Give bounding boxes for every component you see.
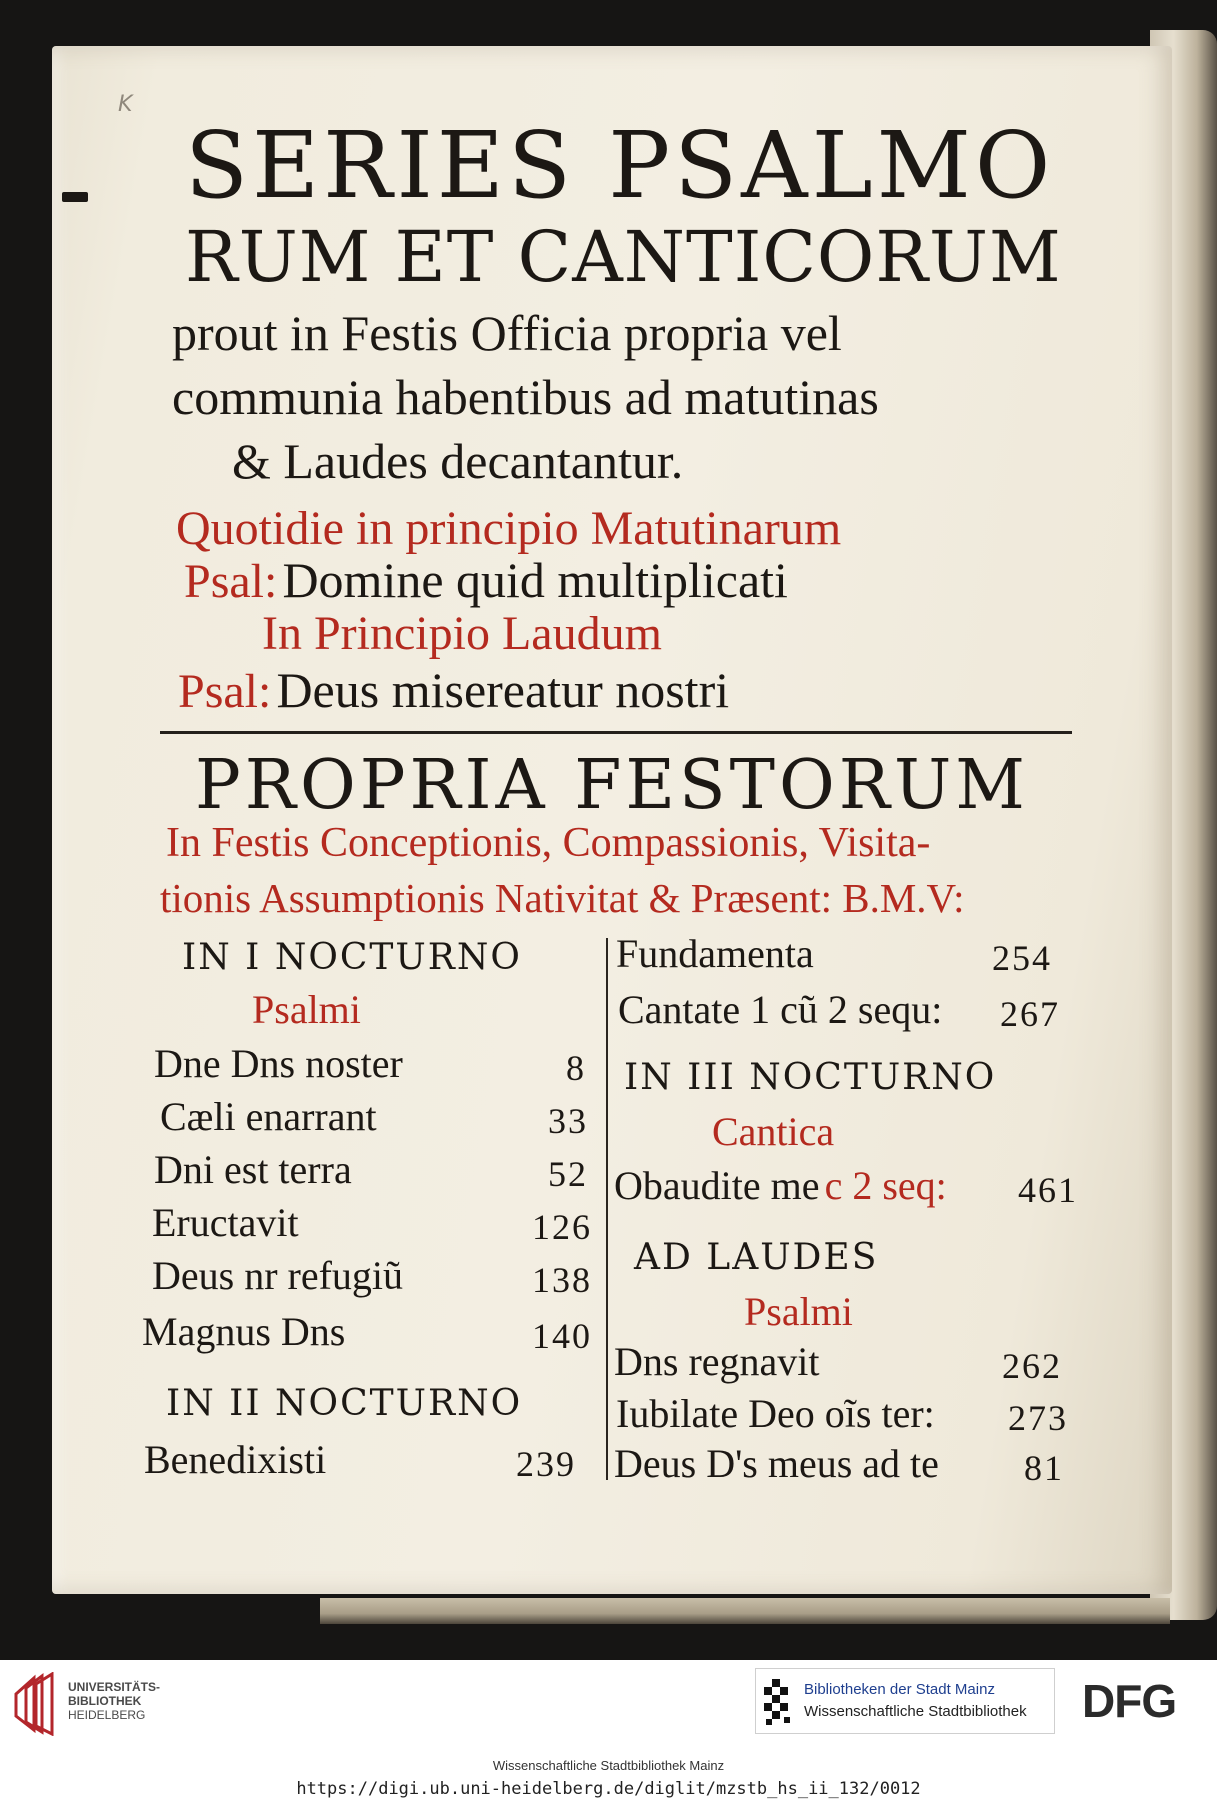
list-item-page: 52 [548, 1154, 588, 1194]
nocturn-3-sub: Cantica [712, 1109, 835, 1154]
list-item-title: Dne Dns noster [154, 1041, 403, 1086]
list-item-title: Obaudite me [614, 1163, 820, 1208]
list-item-red-note: c 2 seq: [824, 1163, 947, 1208]
list-item-page: 8 [566, 1048, 586, 1088]
list-item-title: Cantate 1 cũ 2 sequ: [618, 987, 943, 1032]
pencil-note: K [118, 92, 133, 117]
nocturn-1-heading: IN I NOCTURNO [182, 937, 522, 978]
lauds-sub: Psalmi [744, 1289, 853, 1334]
ub-logo-line: HEIDELBERG [68, 1708, 146, 1722]
nocturn-3-heading: IN III NOCTURNO [624, 1057, 997, 1098]
list-item-title: Fundamenta [616, 931, 814, 976]
list-item-title: Dni est terra [154, 1147, 352, 1192]
list-item-page: 138 [532, 1260, 592, 1300]
nocturn-2-heading: IN II NOCTURNO [166, 1383, 523, 1424]
ub-logo-line: UNIVERSITÄTS- [68, 1680, 161, 1694]
list-item-page: 262 [1002, 1346, 1062, 1386]
nocturn-1-sub: Psalmi [252, 987, 361, 1032]
book-edge-bottom [320, 1598, 1170, 1624]
intro-line-3: & Laudes decantantur. [232, 433, 684, 489]
list-item-page: 140 [532, 1316, 592, 1356]
heading-matins: Quotidie in principio Matutinarum [176, 502, 842, 555]
list-item-title: Cæli enarrant [160, 1094, 377, 1139]
heading-lauds: In Principio Laudum [262, 607, 662, 660]
dfg-logo[interactable]: DFG [1082, 1675, 1177, 1727]
intro-line-1: prout in Festis Officia propria vel [172, 305, 842, 361]
footer-caption: Wissenschaftliche Stadtbibliothek Mainz [492, 1758, 725, 1773]
lauds-heading: AD LAUDES [634, 1237, 879, 1278]
list-item [614, 1163, 947, 1208]
psalm-matins [184, 552, 788, 608]
footer-url-link[interactable]: https://digi.ub.uni-heidelberg.de/diglit/mzstb_hs_ii_132/0012 [296, 1779, 921, 1799]
list-item-title: Deus nr refugiũ [152, 1253, 404, 1298]
list-item-page: 267 [1000, 994, 1060, 1034]
intro-line-2: communia habentibus ad matutinas [172, 369, 879, 425]
feasts-line-2: tionis Assumptionis Nativitat & Præsent: B.M.V: [160, 875, 965, 921]
column-divider [606, 938, 608, 1480]
ub-heidelberg-logo[interactable] [12, 1672, 172, 1736]
psalm-lauds-prefix: Psal: [178, 665, 272, 718]
list-item-title: Eructavit [152, 1200, 299, 1245]
psalm-matins-text: Domine quid multiplicati [282, 552, 788, 608]
mainz-logo-line-1: Bibliotheken der Stadt Mainz [804, 1681, 995, 1698]
ub-logo-text [68, 1680, 160, 1722]
mainz-pixel-icon [762, 1677, 796, 1727]
list-item-title: Benedixisti [144, 1437, 327, 1482]
psalm-matins-prefix: Psal: [184, 555, 278, 608]
mainz-library-logo[interactable] [755, 1668, 1055, 1734]
mainz-logo-line-2: Wissenschaftliche Stadtbibliothek [804, 1703, 1027, 1720]
list-item-page: 126 [532, 1207, 592, 1247]
list-item-page: 461 [1018, 1170, 1078, 1210]
list-item-title: Magnus Dns [142, 1309, 346, 1354]
propria-title: PROPRIA FESTORUM [195, 746, 1029, 825]
list-item-page: 254 [992, 938, 1052, 978]
margin-tick [62, 192, 88, 202]
psalm-lauds-text: Deus misereatur nostri [276, 662, 730, 718]
psalm-lauds [178, 662, 730, 718]
title-line-1: SERIES PSALMO [185, 112, 1055, 219]
list-item-title: Deus D's meus ad te [614, 1441, 939, 1486]
ub-heidelberg-icon [12, 1672, 58, 1736]
list-item-page: 33 [548, 1101, 588, 1141]
horizontal-rule [160, 731, 1072, 734]
list-item-title: Iubilate Deo oĩs ter: [616, 1391, 935, 1436]
ub-logo-line: BIBLIOTHEK [68, 1694, 142, 1708]
list-item-page: 239 [516, 1444, 576, 1484]
list-item-page: 273 [1008, 1398, 1068, 1438]
feasts-line-1: In Festis Conceptionis, Compassionis, Visita- [166, 820, 931, 866]
list-item-title: Dns regnavit [614, 1339, 820, 1384]
title-line-2: RUM ET CANTICORUM [185, 216, 1062, 298]
list-item-page: 81 [1024, 1448, 1064, 1488]
